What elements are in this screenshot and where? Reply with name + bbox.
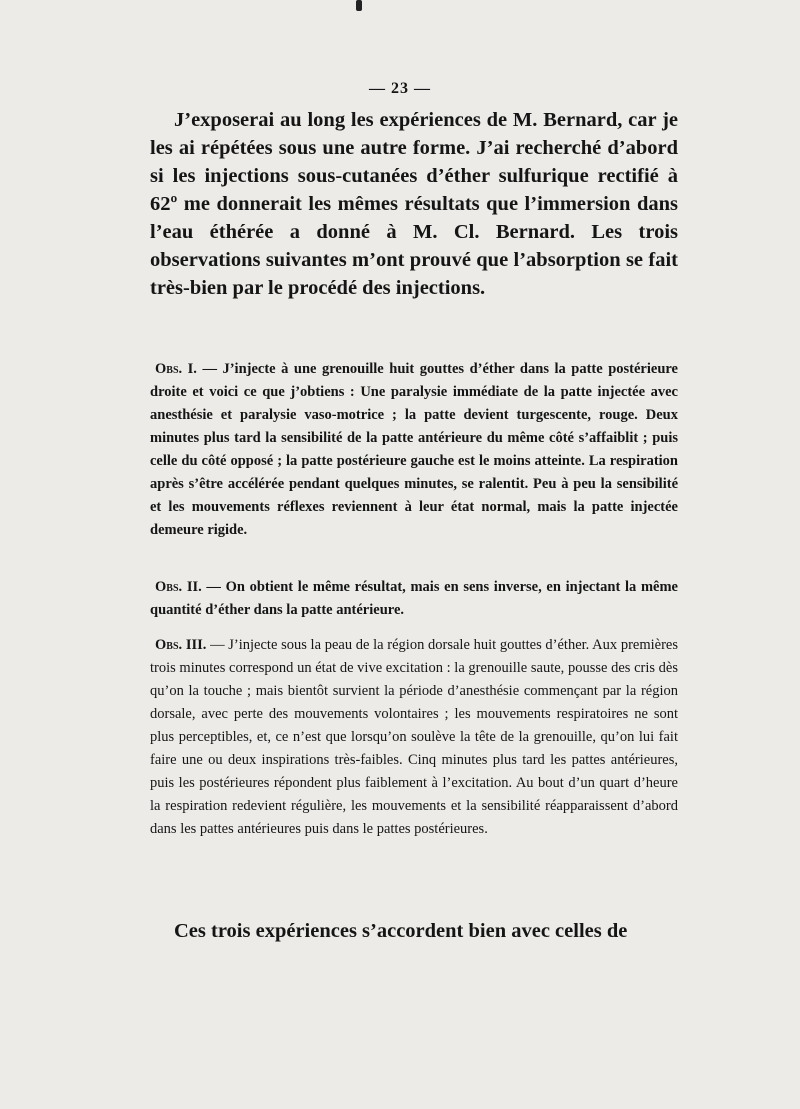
observation-3 [150, 634, 678, 841]
observation-3-label: Obs. III. [155, 637, 207, 653]
intro-paragraph: J’exposerai au long les expériences de M. Bernard, car je les ai répétées sous une autre forme. J’ai recherché d’abord si les injections sous-cutanées d’éther sulfurique rectifié à 62º me donnerait les mêmes résultats que l’immersion dans l’eau éthérée a donné à M. Cl. Bernard. Les trois observations suivantes m’ont prouvé que l’absorption se fait très-bien par le procédé des injections. [150, 109, 678, 299]
observation-1-label: Obs. I. [155, 361, 197, 377]
closing-line: Ces trois expériences s’accordent bien avec celles de [174, 920, 628, 942]
ink-mark [356, 0, 362, 11]
observation-1 [150, 358, 678, 542]
observation-2-text: — On obtient le même résultat, mais en sens inverse, en injectant la même quantité d’éther dans la patte antérieure. [150, 579, 678, 618]
page-number: — 23 — [369, 80, 431, 97]
observation-2 [150, 576, 678, 622]
observation-1-text: — J’injecte à une grenouille huit gouttes d’éther dans la patte postérieure droite et voici ce que j’obtiens : Une paralysie immédiate de la patte injectée avec anesthésie et paralysie vaso-motrice ; la patte devient turgescente, rouge. Deux minutes plus tard la sensibilité de la patte antérieure du même côté s’affaiblit ; puis celle du côté opposé ; la patte postérieure gauche est le moins atteinte. La respiration après s’être accélérée pendant quelques minutes, se ralentit. Peu à peu la sensibilité et les mouvements réflexes reviennent à leur état normal, mais la patte injectée demeure rigide. [150, 361, 678, 538]
observation-2-label: Obs. II. [155, 579, 202, 595]
observation-3-text: — J’injecte sous la peau de la région dorsale huit gouttes d’éther. Aux premières trois minutes correspond un état de vive excitation : la grenouille saute, pousse des cris dès qu’on la touche ; mais bientôt survient la période d’anesthésie commençant par la région dorsale, avec perte des mouvements volontaires ; les mouvements respiratoires ne sont plus perceptibles, et, ce n’est que lorsqu’on soulève la tête de la grenouille, qu’on lui fait faire une ou deux inspirations très-faibles. Cinq minutes plus tard les pattes antérieures, puis les postérieures répondent plus faiblement à l’excitation. Au bout d’un quart d’heure la respiration redevient régulière, les mouvements et la sensibilité réapparaissent d’abord dans les pattes antérieures puis dans le pattes postérieures. [150, 637, 678, 837]
